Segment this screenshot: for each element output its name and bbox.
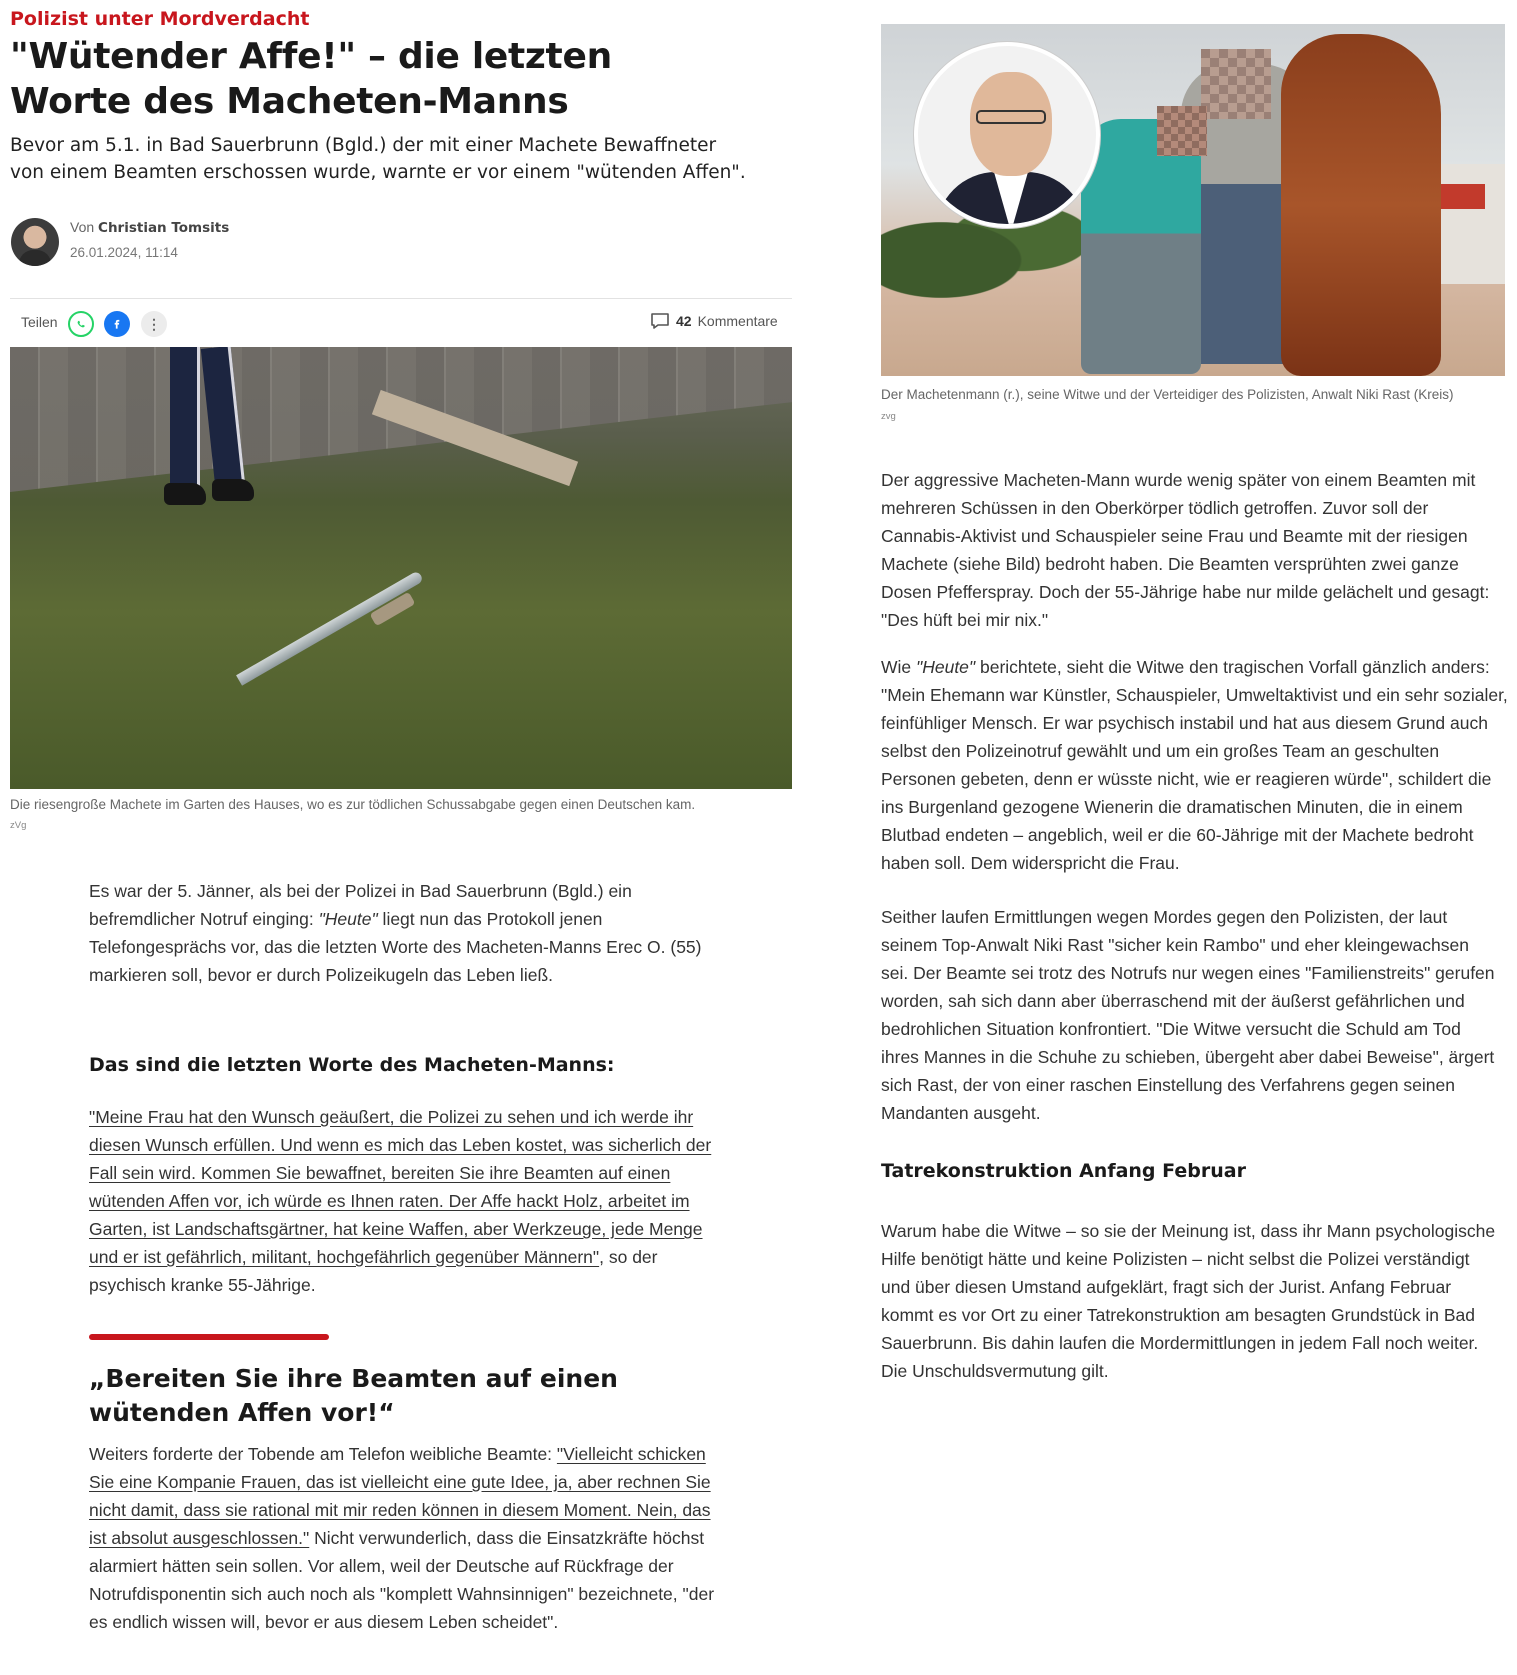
image-caption: Der Machetenmann (r.), seine Witwe und der Verteidiger des Polizisten, Anwalt Niki Rast (Kreis) [881, 387, 1454, 402]
share-label: Teilen [21, 314, 58, 330]
comments-link[interactable] [650, 312, 778, 330]
body-paragraph: Seither laufen Ermittlungen wegen Mordes gegen den Polizisten, der laut seinem Top-Anwalt Niki Rast "sicher kein Rambo" und eher kleingewachsen sei. Der Beamte sei trotz des Notrufs nur wegen eines "Familienstreits" gerufen worden, sah sich dann aber überraschend mit der äußerst gefährlichen und bedrohlichen Situation konfrontiert. "Die Witwe versucht die Schuld am Tod ihres Mannes in die Schuhe zu schieben, übergeht aber dabei Beweise", ärgert sich Rast, der von einer raschen Einstellung des Verfahrens gegen seinen Mandanten ausgeht. [881, 907, 1495, 1123]
facebook-icon [110, 317, 124, 331]
quote-link[interactable]: "Vielleicht schicken Sie eine Kompanie Frauen, das ist vielleicht eine gute Idee, ja, aber rechnen Sie nicht damit, dass sie rational mit mir reden können in diesem Moment. Nein, das ist absolut ausgeschlossen." [89, 1444, 711, 1548]
text-span: Wie [881, 657, 916, 677]
pixelated-face [1201, 49, 1271, 119]
text-span: , so der psychisch kranke 55-Jährige. [89, 1247, 658, 1295]
image-credit: zvg [881, 411, 896, 422]
boot-right [212, 479, 254, 501]
article-lead: Bevor am 5.1. in Bad Sauerbrunn (Bgld.) der mit einer Machete Bewaffneter von einem Beamten erschossen wurde, warnte er vor einem "wütenden Affen". [10, 135, 746, 183]
body-paragraph [89, 1440, 719, 1636]
source-name: "Heute" [318, 909, 378, 929]
whatsapp-share-button[interactable] [68, 311, 94, 337]
comment-bubble-icon [650, 312, 670, 330]
comment-count: 42 [676, 313, 692, 329]
boot-left [164, 483, 206, 505]
text-span: berichtete, sieht die Witwe den tragischen Vorfall gänzlich anders: "Mein Ehemann war Künstler, Schauspieler, Umweltaktivist und ein sehr sozialer, feinfühliger Mensch. Er war psychisch instabil und hat aus diesem Grund auch selbst den Polizeinotruf gewählt und um ein großes Team an geschulten Personen gebeten, denn er wüsste nicht, wie er reagieren würde", schildert die ins Burgenland gezogene Wienerin die dramatischen Minuten, die in einem Blutbad endeten – angeblich, weil er die 60-Jährige mit der Machete bedroht haben soll. Dem widerspricht die Frau. [881, 657, 1508, 873]
pixelated-face [1157, 106, 1207, 156]
woman-figure [1081, 119, 1201, 374]
more-icon: ⋮ [147, 315, 161, 332]
article-headline: "Wütender Affe!" – die letzten Worte des Macheten-Manns [10, 36, 612, 122]
people-photo[interactable] [881, 24, 1505, 376]
publish-date: 26.01.2024, 11:14 [70, 245, 178, 260]
body-paragraph [89, 877, 709, 989]
body-paragraph [881, 653, 1511, 877]
pullquote-accent-bar [89, 1334, 329, 1340]
text-span: Es war der 5. Jänner, als bei der Polizei in Bad Sauerbrunn (Bgld.) ein befremdlicher Notruf einging: [89, 881, 632, 929]
body-paragraph: Warum habe die Witwe – so sie der Meinung ist, dass ihr Mann psychologische Hilfe benötigt hätte und keine Polizisten – nicht selbst die Polizei verständigt und über diesen Umstand aufgeklärt, fragt sich der Jurist. Anfang Februar kommt es vor Ort zu einer Tatrekonstruktion am besagten Grundstück in Bad Sauerbrunn. Bis dahin laufen die Mordermittlungen in jedem Fall noch weiter. Die Unschuldsvermutung gilt. [881, 1221, 1496, 1381]
comment-label: Kommentare [697, 313, 778, 329]
quote-link[interactable]: "Meine Frau hat den Wunsch geäußert, die Polizei zu sehen und ich werde ihr diesen Wunsch erfüllen. Und wenn es mich das Leben kostet, was sicherlich der Fall sein wird. Kommen Sie bewaffnet, bereiten Sie ihre Beamten auf einen wütenden Affen vor, ich würde es Ihnen raten. Der Affe hackt Holz, arbeitet im Garten, ist Landschaftsgärtner, hat keine Waffen, aber Werkzeuge, jede Menge und er ist gefährlich, militant, hochgefährlich gegenüber Männern" [89, 1107, 712, 1267]
author-name[interactable]: Christian Tomsits [98, 220, 230, 236]
source-name: "Heute" [916, 657, 976, 677]
glasses-shape [976, 110, 1046, 124]
text-span: Weiters forderte der Tobende am Telefon weibliche Beamte: [89, 1444, 557, 1464]
more-share-button[interactable] [141, 311, 167, 337]
pullquote: „Bereiten Sie ihre Beamten auf einen wütenden Affen vor!“ [89, 1364, 618, 1427]
text-span: liegt nun das Protokoll jenen Telefongesprächs vor, das die letzten Worte des Macheten-Manns Erec O. (55) markieren soll, bevor er durch Polizeikugeln das Leben ließ. [89, 909, 702, 985]
whatsapp-icon [74, 317, 88, 331]
face-shape [970, 72, 1052, 176]
image-credit: zVg [10, 820, 27, 831]
machete-blade [236, 570, 424, 685]
facebook-share-button[interactable] [104, 311, 130, 337]
body-paragraph: Der aggressive Macheten-Mann wurde wenig später von einem Beamten mit mehreren Schüssen in den Oberkörper tödlich getroffen. Zuvor soll der Cannabis-Aktivist und Schauspieler seine Frau und Beamte mit der riesigen Machete (siehe Bild) bedroht haben. Die Beamten versprühten zwei ganze Dosen Pfefferspray. Doch der 55-Jährige habe nur milde gelächelt und gesagt: "Des hüft bei mir nix." [881, 470, 1490, 630]
image-caption: Die riesengroße Machete im Garten des Hauses, wo es zur tödlichen Schussabgabe gegen einen Deutschen kam. [10, 797, 696, 812]
byline [70, 219, 229, 236]
quote-paragraph [89, 1103, 714, 1299]
lawyer-portrait-inset [914, 42, 1100, 228]
machete-photo[interactable] [10, 347, 792, 789]
article-kicker: Polizist unter Mordverdacht [10, 8, 310, 30]
leg-left [170, 347, 200, 487]
section-subheading: Tatrekonstruktion Anfang Februar [881, 1160, 1246, 1182]
author-avatar[interactable] [11, 218, 59, 266]
text-span: Nicht verwunderlich, dass die Einsatzkräfte höchst alarmiert hätten sein sollen. Vor allem, weil der Deutsche auf Rückfrage der Notrufdisponentin sich auch noch als "komplett Wahnsinnigen" bezeichnete, "der es endlich wissen will, bevor er aus diesem Leben scheidet". [89, 1528, 715, 1632]
header-divider [10, 298, 792, 299]
byline-prefix: Von [70, 219, 95, 235]
officer-legs [160, 347, 250, 507]
section-subheading: Das sind die letzten Worte des Macheten-Manns: [89, 1054, 615, 1076]
leg-right [201, 347, 245, 488]
horse-figure [1281, 34, 1441, 376]
